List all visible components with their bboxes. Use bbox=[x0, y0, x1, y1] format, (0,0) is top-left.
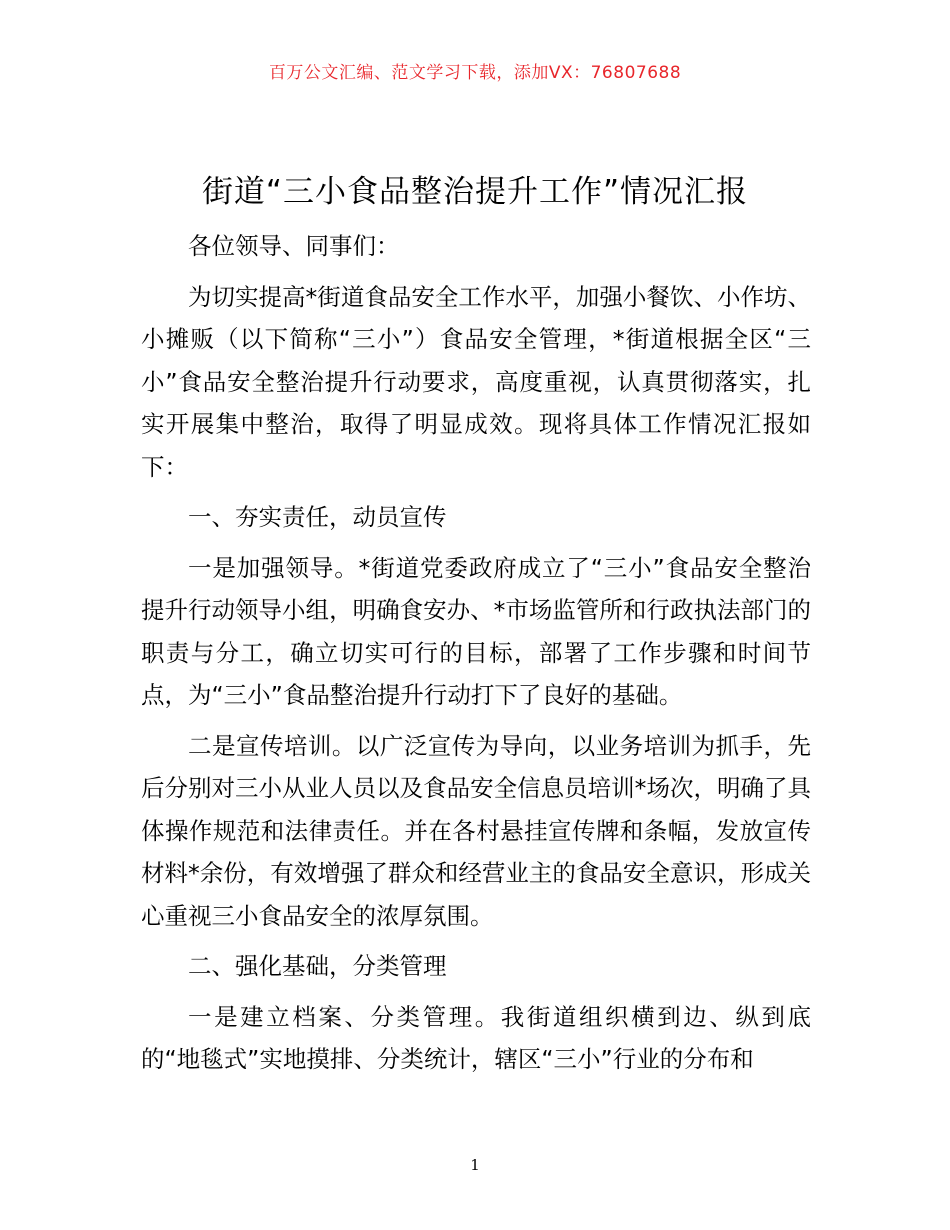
document-body bbox=[141, 225, 811, 1089]
salutation: 各位领导、同事们： bbox=[188, 232, 400, 260]
section-heading-2: 二、强化基础，分类管理 bbox=[188, 952, 447, 980]
body-paragraph: 一是建立档案、分类管理。我街道组织横到边、纵到底的“地毯式”实地摸排、分类统计，辖区“三小”行业的分布和 bbox=[141, 1002, 811, 1073]
intro-paragraph: 为切实提高*街道食品安全工作水平，加强小餐饮、小作坊、小摊贩（以下简称“三小”）食品安全管理，*街道根据全区“三小”食品安全整治提升行动要求，高度重视，认真贯彻落实，扎实开展集中整治，取得了明显成效。现将具体工作情况汇报如下： bbox=[141, 282, 811, 481]
promo-banner-text: 百万公文汇编、范文学习下载，添加VX：76807688 bbox=[268, 63, 682, 83]
page-number: 1 bbox=[470, 1156, 480, 1174]
body-paragraph: 二是宣传培训。以广泛宣传为导向，以业务培训为抓手，先后分别对三小从业人员以及食品安全信息员培训*场次，明确了具体操作规范和法律责任。并在各村悬挂宣传牌和条幅，发放宣传材料*余份，有效增强了群众和经营业主的食品安全意识，形成关心重视三小食品安全的浓厚氛围。 bbox=[141, 731, 811, 930]
body-paragraph: 一是加强领导。*街道党委政府成立了“三小”食品安全整治提升行动领导小组，明确食安办、*市场监管所和行政执法部门的职责与分工，确立切实可行的目标，部署了工作步骤和时间节点，为“三小”食品整治提升行动打下了良好的基础。 bbox=[141, 553, 811, 709]
document-title: 街道“三小食品整治提升工作”情况汇报 bbox=[201, 174, 749, 210]
section-heading-1: 一、夯实责任，动员宣传 bbox=[188, 503, 447, 531]
